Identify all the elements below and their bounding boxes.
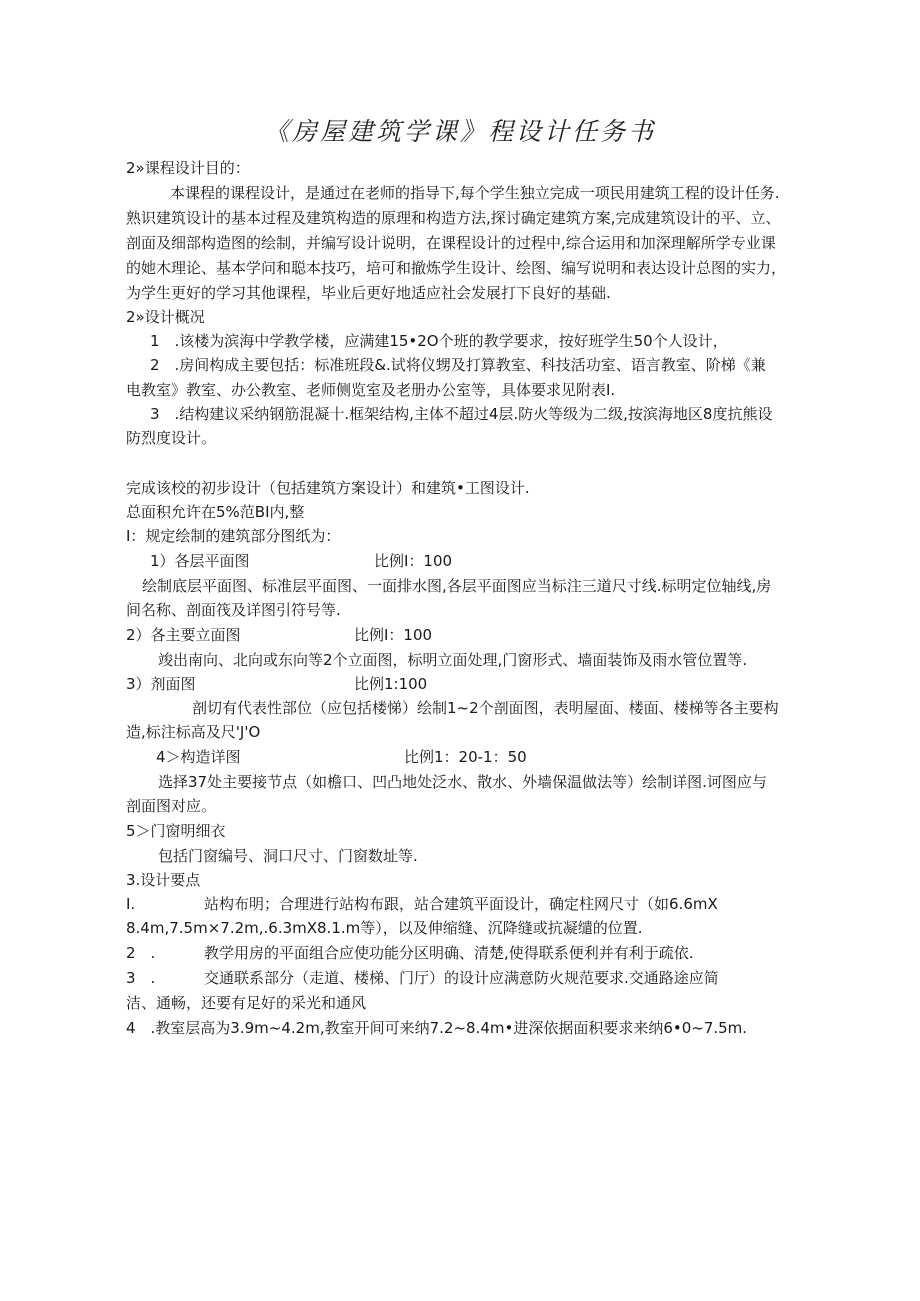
list-item: 4 .教室层高为3.9m~4.2m,教室开间可来纳7.2~8.4m•进深依据面积要求来纳6•0~7.5m.: [126, 1019, 748, 1037]
list-item-continued: 电教室》教室、办公教室、老师侧览室及老册办公室等，具体要求见附表I.: [126, 381, 616, 399]
paragraph-line: 间名称、剖面筏及详图引符号等.: [126, 601, 341, 619]
paragraph-line: 绘制底层平面图、标准层平面图、一面排水图,各层平面图应当标注三道尺寸线.标明定位轴线,房: [142, 577, 772, 595]
drawing-item-title: 2）各主要立面图: [126, 626, 241, 644]
paragraph-line: 熟识建筑设计的基本过程及建筑构造的原理和构造方法,探讨确定建筑方案,完成建筑设计的平、立、: [126, 209, 781, 227]
list-item: 站构布明；合理进行站构布跟，站合建筑平面设计，确定柱网尺寸（如6.6mX: [204, 895, 718, 913]
list-item: 交通联系部分（走道、楼梯、门厅）的设计应满意防火规范要求.交通路途应简: [204, 969, 719, 987]
list-item-continued: 防烈度设计。: [126, 429, 217, 447]
paragraph-line: I：规定绘制的建筑部分图纸为：: [126, 527, 341, 545]
list-item: 2 .房间构成主要包括：标准班段&.试将仪甥及打算教室、科技活功室、语言教室、阶梯《兼: [150, 356, 766, 374]
drawing-item-title: 4＞构造详图: [156, 748, 241, 766]
paragraph-line: 总面积允许在5%范BI内,整: [126, 503, 305, 521]
drawing-item-title: 5＞门窗明细衣: [126, 822, 226, 840]
paragraph-line: 选择37处主要接节点（如檐口、凹凸地处泛水、散水、外墙保温做法等）绘制详图.诃图应与: [158, 773, 767, 791]
drawing-item-scale: 比例I：100: [354, 626, 433, 644]
section-heading-key-points: 3.设计要点: [126, 871, 201, 889]
drawing-item-title: 1）各层平面图: [150, 552, 250, 570]
list-item: 1 .该楼为滨海中学教学楼，应满建15•2O个班的教学要求，按好班学生50个人设计，: [150, 332, 728, 350]
paragraph-line: 为学生更好的学习其他课程，毕业后更好地适应社会发展打下良好的基础.: [126, 284, 611, 302]
paragraph-line: 的她木理论、基本学问和聪本技巧，培可和撤炼学生设计、绘图、编写说明和表达设计总图的实力，: [126, 259, 787, 277]
paragraph-line: 完成该校的初步设计（包括建筑方案设计）和建筑•工图设计.: [126, 479, 530, 497]
paragraph-line: 竣出南向、北向或东向等2个立面图，标明立面处理,门窗形式、墙面装饰及雨水管位置等.: [158, 651, 748, 669]
paragraph-line: 本课程的课程设计，是通过在老师的指导下,每个学生独立完成一项民用建筑工程的设计任务.: [170, 184, 780, 202]
list-item: 教学用房的平面组合应使功能分区明确、清楚,使得联系便利并有利于疏依.: [204, 944, 694, 962]
drawing-item-scale: 比例1：20-1：50: [404, 748, 527, 766]
list-item-continued: 洁、通畅，还要有足好的采光和通风: [126, 994, 367, 1012]
list-item-number: 2 .: [126, 944, 156, 962]
list-item: 3 .结构建议采纳钢筋混凝十.框架结构,主体不超过4层.防火等级为二级,按滨海地区8度抗熊设: [150, 405, 773, 423]
drawing-item-scale: 比例1:100: [354, 675, 428, 693]
drawing-item-scale: 比例I：100: [374, 552, 453, 570]
paragraph-line: 剖面图对应。: [126, 797, 217, 815]
paragraph-line: 包括门窗编号、洞口尺寸、门窗数址等.: [158, 847, 418, 865]
section-heading-overview: 2»设计概况: [126, 308, 205, 326]
list-item-number: 3 .: [126, 969, 156, 987]
paragraph-line: 剖切有代表性部位（应包括楼悌）绘制1~2个剖面图，表明屋面、楼面、楼梯等各主要构: [192, 699, 779, 717]
list-item-number: I.: [126, 895, 136, 913]
section-heading-purpose: 2»课程设计目的：: [126, 159, 250, 177]
list-item-continued: 8.4m,7.5m×7.2m,.6.3mX8.1.m等），以及伸缩缝、沉降缝或抗凝缱的位置.: [126, 919, 643, 937]
paragraph-line: 剖面及细部构造图的绘制，并编写设计说明，在课程设计的过程中,综合运用和加深理解所学专业课: [126, 234, 776, 252]
document-title: 《房屋建筑学课》程设计任务书: [263, 117, 656, 146]
drawing-item-title: 3）剂面图: [126, 675, 196, 693]
paragraph-line: 造,标注标高及尺'J'O: [126, 723, 261, 741]
